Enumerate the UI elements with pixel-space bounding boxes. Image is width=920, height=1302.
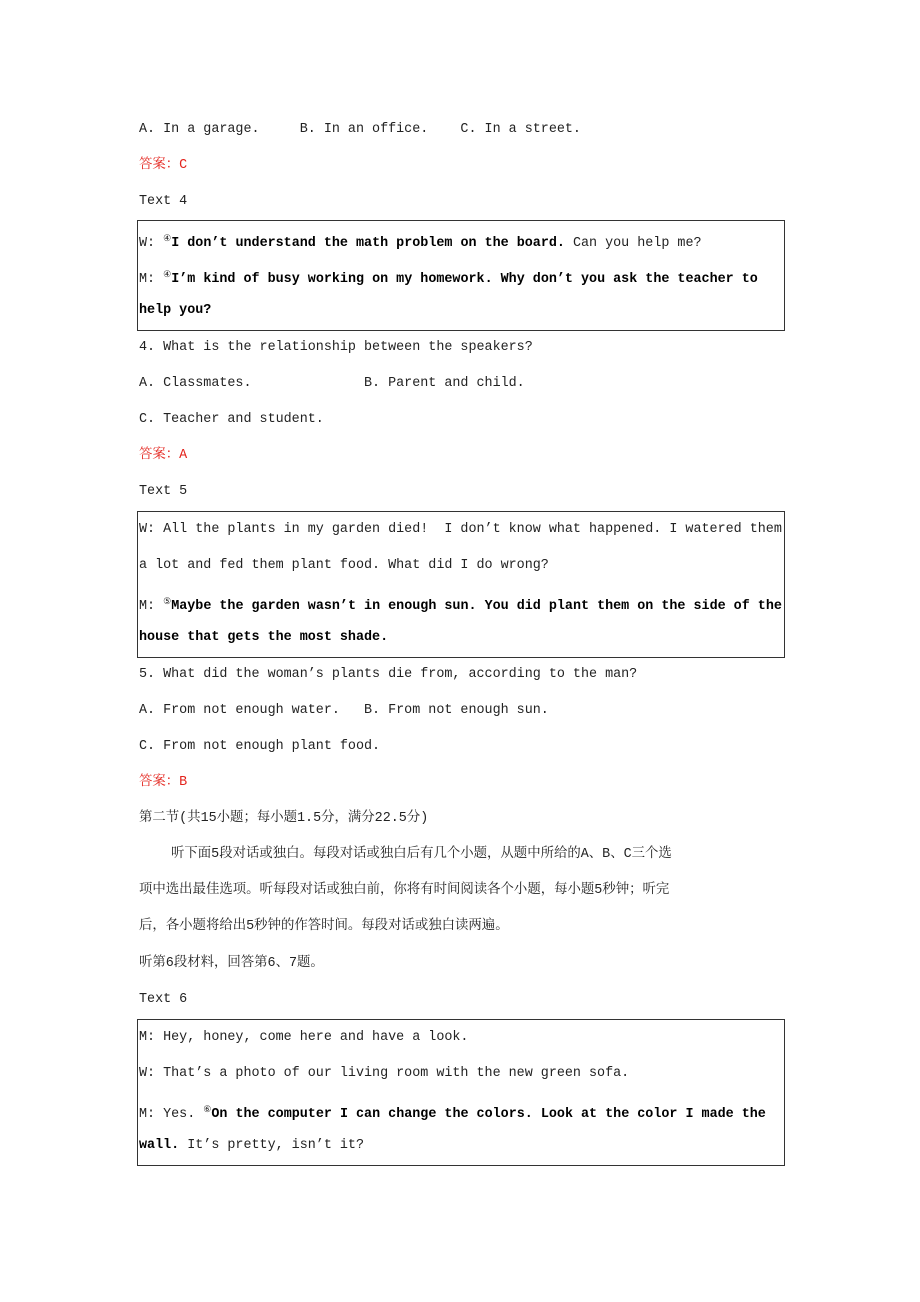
text-segment: M: Yes. [139, 1107, 204, 1122]
text-segment: W: That’s a photo of our living room with the new green sofa. [139, 1066, 630, 1081]
text-segment: Can you help me? [564, 236, 702, 251]
text-segment: I don’t understand the math problem on the board. [171, 236, 565, 251]
text-segment: On the computer I can change the colors. Look at the color I made the [211, 1107, 766, 1122]
text-line [139, 374, 525, 394]
text-segment: 项中选出最佳选项。听每段对话或独白前，你将有时间阅读各个小题，每小题5秒钟；听完 [139, 883, 670, 898]
text-line [139, 1136, 364, 1156]
text-segment: 后，各小题将给出5秒钟的作答时间。每段对话或独白读两遍。 [139, 919, 509, 934]
text-segment: Text 4 [139, 194, 188, 209]
text-segment: wall. [139, 1138, 180, 1153]
text-line [139, 1100, 766, 1120]
text-line [139, 1028, 468, 1048]
text-segment: A. Classmates. B. Parent and child. [139, 376, 525, 391]
text-segment: house that gets the most shade. [139, 630, 389, 645]
text-segment: 听下面5段对话或独白。每段对话或独白后有几个小题，从题中所给的A、B、C三个选 [171, 847, 672, 862]
text-line [139, 192, 187, 212]
text-segment: I’m kind of busy working on my homework. Why don’t you ask the teacher to [171, 272, 758, 287]
text-line [139, 990, 187, 1010]
text-line [139, 120, 581, 140]
answer-label: 答案：B [139, 775, 188, 790]
circled-number: ⑥ [203, 1105, 212, 1115]
text-segment: Text 5 [139, 484, 188, 499]
text-line [139, 520, 782, 540]
text-line [139, 773, 187, 793]
text-line [139, 665, 637, 685]
text-segment: It’s pretty, isn’t it? [179, 1138, 365, 1153]
text-line [139, 446, 187, 466]
text-segment: 5. What did the woman’s plants die from, according to the man? [139, 667, 638, 682]
answer-label: 答案：C [139, 158, 188, 173]
text-segment: Maybe the garden wasn’t in enough sun. You did plant them on the side of the [171, 599, 782, 614]
text-line [139, 556, 549, 576]
text-line [171, 845, 672, 865]
text-line [139, 954, 324, 974]
text-segment: W: [139, 236, 164, 251]
text-segment: A. In a garage. B. In an office. C. In a street. [139, 122, 581, 137]
text-line [139, 592, 782, 612]
text-segment: M: [139, 272, 164, 287]
text-segment: Text 6 [139, 992, 188, 1007]
text-line [139, 701, 549, 721]
text-line [139, 265, 758, 285]
text-line [139, 737, 380, 757]
text-segment: C. From not enough plant food. [139, 739, 381, 754]
text-line [139, 229, 702, 249]
text-segment: M: [139, 599, 164, 614]
text-line [139, 881, 669, 901]
text-segment: 第二节(共15小题；每小题1.5分，满分22.5分) [139, 811, 429, 826]
circled-number: ⑤ [163, 597, 172, 607]
text-line [139, 917, 509, 937]
text-line [139, 1064, 629, 1084]
text-segment: 4. What is the relationship between the speakers? [139, 340, 533, 355]
text-line [139, 410, 324, 430]
text-line [139, 482, 187, 502]
text-line [139, 156, 187, 176]
text-line [139, 301, 211, 321]
text-line [139, 809, 428, 829]
text-segment: help you? [139, 303, 212, 318]
text-line [139, 338, 533, 358]
text-segment: a lot and fed them plant food. What did I do wrong? [139, 558, 549, 573]
circled-number: ④ [163, 234, 172, 244]
text-segment: C. Teacher and student. [139, 412, 324, 427]
circled-number: ④ [163, 270, 172, 280]
answer-label: 答案：A [139, 448, 188, 463]
text-segment: A. From not enough water. B. From not enough sun. [139, 703, 549, 718]
text-segment: 听第6段材料，回答第6、7题。 [139, 956, 324, 971]
text-segment: M: Hey, honey, come here and have a look. [139, 1030, 469, 1045]
text-line [139, 628, 388, 648]
text-segment: W: All the plants in my garden died! I don’t know what happened. I watered them [139, 522, 782, 537]
